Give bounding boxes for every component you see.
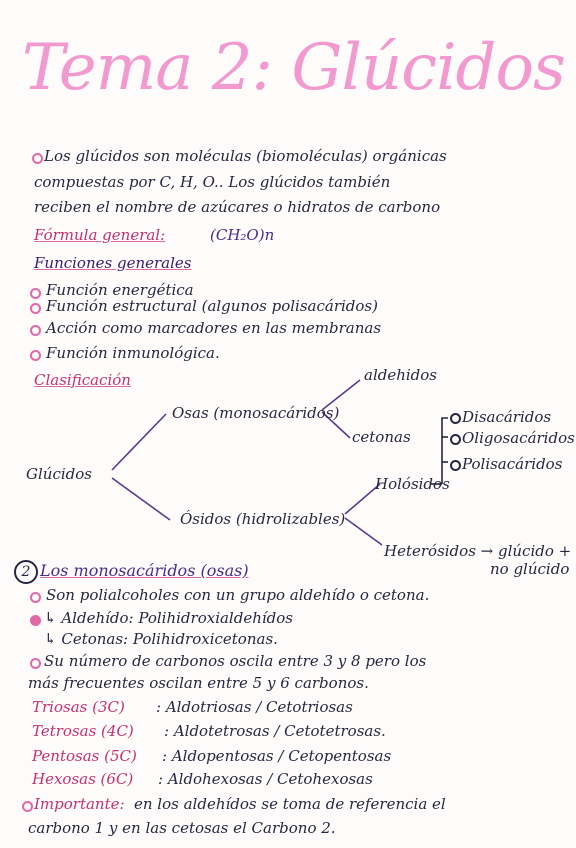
funcion-item: Función energética [46, 281, 194, 299]
monosacaridos-heading-row [14, 560, 249, 584]
type-desc: : Aldohexosas / Cetohexosas [158, 770, 373, 788]
mono-line-5: más frecuentes oscilan entre 5 y 6 carbonos. [28, 674, 369, 692]
page-title: Tema 2: Glúcidos [22, 31, 565, 105]
type-label: Triosas (3C) [32, 698, 125, 716]
importante-bullet [22, 801, 33, 812]
intro-line-2: compuestas por C, H, O.. Los glúcidos también [34, 173, 391, 191]
diagram-osidos: Ósidos (hidrolizables) [180, 510, 346, 528]
monosacaridos-heading: Los monosacáridos (osas) [40, 561, 249, 580]
mono-line-4: Su número de carbonos oscila entre 3 y 8 pero los [44, 652, 427, 670]
disacaridos-bullet [450, 413, 461, 424]
polisacaridos-bullet [450, 460, 461, 471]
diagram-oligosacaridos: Oligosacáridos [462, 429, 575, 447]
formula-label: Fórmula general: [34, 226, 166, 244]
branch-line [112, 414, 166, 470]
importante-label: Importante: [34, 795, 125, 813]
mono-line-2: ↳ Aldehído: Polihidroxialdehídos [44, 609, 293, 627]
funciones-heading: Funciones generales [34, 254, 192, 272]
diagram-no-glucido: no glúcido [490, 560, 570, 578]
diagram-polisacaridos: Polisacáridos [462, 455, 563, 473]
diagram-aldehidos: aldehidos [364, 366, 438, 384]
oligosacaridos-bullet [450, 434, 461, 445]
funcion-item: Función inmunológica. [46, 344, 220, 362]
type-desc: : Aldopentosas / Cetopentosas [162, 747, 392, 765]
diagram-heterosidos: Heterósidos → glúcido + [384, 542, 572, 560]
type-desc: : Aldotetrosas / Cetotetrosas. [164, 722, 386, 740]
formula-value: (CH₂O)n [210, 226, 275, 244]
diagram-osas: Osas (monosacáridos) [172, 404, 340, 422]
mono-line-1: Son polialcoholes con un grupo aldehído o cetona. [46, 586, 430, 604]
mono-bullet [30, 592, 41, 603]
importante-line-1: en los aldehídos se toma de referencia el [134, 795, 446, 813]
diagram-cetonas: cetonas [352, 428, 411, 446]
diagram-holosidos: Holósidos [375, 475, 450, 493]
funcion-item: Acción como marcadores en las membranas [46, 319, 382, 337]
funcion-item: Función estructural (algunos polisacáridos) [46, 297, 378, 315]
branch-line [345, 518, 382, 545]
type-label: Pentosas (5C) [32, 747, 137, 765]
mono-bullet [30, 658, 41, 669]
importante-line-2: carbono 1 y en las cetosas el Carbono 2. [28, 819, 336, 837]
branch-line [112, 478, 170, 520]
intro-line-1: Los glúcidos son moléculas (biomoléculas) orgánicas [44, 147, 447, 165]
type-label: Tetrosas (4C) [32, 722, 134, 740]
type-label: Hexosas (6C) [32, 770, 134, 788]
type-desc: : Aldotriosas / Cetotriosas [156, 698, 353, 716]
clasificacion-heading: Clasificación [34, 371, 131, 389]
diagram-disacaridos: Disacáridos [462, 408, 552, 426]
section-number: 2 [14, 560, 38, 584]
intro-line-3: reciben el nombre de azúcares o hidratos de carbono [34, 198, 441, 216]
mono-bullet-filled [30, 615, 41, 626]
diagram-root-glucidos: Glúcidos [26, 465, 92, 483]
mono-line-3: ↳ Cetonas: Polihidroxicetonas. [44, 630, 278, 648]
